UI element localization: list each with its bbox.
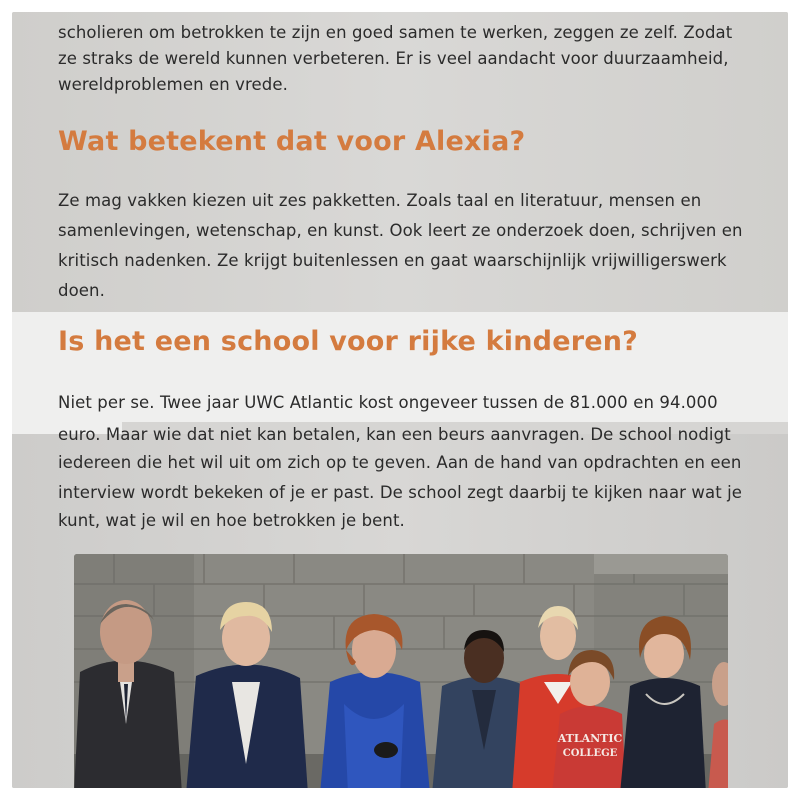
intro-line-3: wereldproblemen en vrede. (58, 75, 288, 94)
shirt-text-line-2: COLLEGE (562, 748, 618, 759)
group-photo (74, 554, 728, 788)
section1-line-1: Ze mag vakken kiezen uit zes pakketten. Zoals taal en literatuur, mensen en (58, 191, 702, 210)
section2-line-5: kunt, wat je wil en hoe betrokken je bent. (58, 511, 405, 530)
section2-line-2: euro. Maar wie dat niet kan betalen, kan een beurs aanvragen. De school nodigt (58, 425, 731, 444)
section-heading-rich-kids: Is het een school voor rijke kinderen? (58, 326, 639, 357)
section2-line-4: interview wordt bekeken of je er past. De school zegt daarbij te kijken naar wat je (58, 483, 743, 502)
section-heading-alexia: Wat betekent dat voor Alexia? (58, 126, 526, 157)
section1-line-2: samenlevingen, wetenschap, en kunst. Ook leert ze onderzoek doen, schrijven en (58, 221, 743, 240)
group-photo-illustration (74, 554, 728, 788)
section2-line-3: iedereen die het wil uit om zich op te geven. Aan de hand van opdrachten en een (58, 453, 742, 472)
section1-line-4: doen. (58, 281, 105, 300)
shirt-text-line-1: ATLANTIC (557, 732, 623, 745)
section2-line-1: Niet per se. Twee jaar UWC Atlantic kost ongeveer tussen de 81.000 en 94.000 (58, 393, 718, 412)
section1-line-3: kritisch nadenken. Ze krijgt buitenlessen en gaat waarschijnlijk vrijwilligerswerk (58, 251, 727, 270)
photographed-page (12, 12, 788, 788)
intro-line-1: scholieren om betrokken te zijn en goed samen te werken, zeggen ze zelf. Zodat (58, 23, 733, 42)
intro-line-2: ze straks de wereld kunnen verbeteren. Er is veel aandacht voor duurzaamheid, (58, 49, 729, 68)
